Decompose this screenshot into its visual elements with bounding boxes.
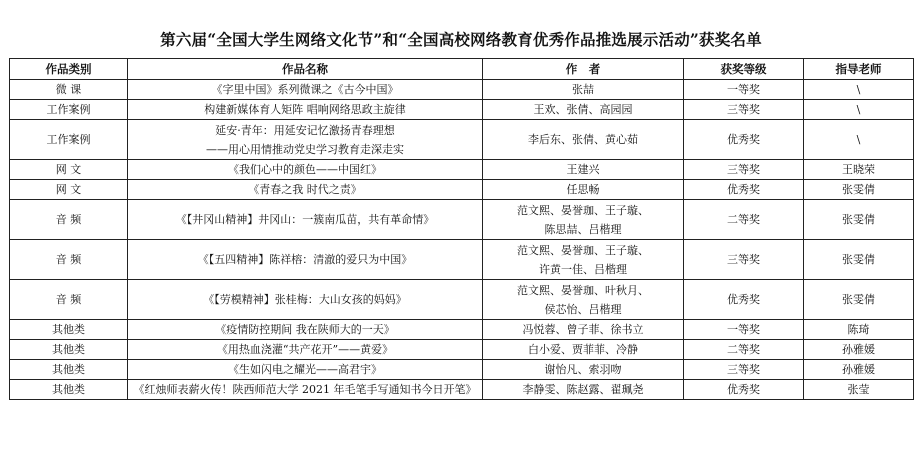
page-title: 第六届“全国大学生网络文化节”和“全国高校网络教育优秀作品推选展示活动”获奖名单 [160,30,762,49]
cell-work-title-line: ——用心用情推动党史学习教育走深走实 [206,142,404,156]
cell-author-line: 范文熙、晏誉珈、王子璇、 [517,203,649,217]
cell-author-line: 李静雯、陈赵露、翟珮尧 [522,383,644,396]
cell-advisor: 陈琦 [804,320,914,340]
cell-author [483,80,684,100]
cell-work-title-line: 《红烛师表薪火传！陕西师范大学 2021 年毛笔手写通知书今日开笔》 [133,383,477,396]
cell-author-line: 范文熙、晏誉珈、王子璇、 [517,243,649,257]
cell-author [483,340,684,360]
cell-category: 网 文 [10,180,128,200]
table-row [10,80,914,100]
cell-award-level: 优秀奖 [684,280,804,320]
cell-category: 工作案例 [10,120,128,160]
cell-work-title [128,80,483,100]
cell-advisor: 张莹 [804,380,914,400]
cell-work-title [128,320,483,340]
table-row [10,320,914,340]
cell-work-title-line: 《青春之我 时代之责》 [248,183,362,196]
cell-work-title [128,240,483,280]
cell-author [483,380,684,400]
table-row [10,100,914,120]
cell-award-level: 三等奖 [684,100,804,120]
table-row [10,340,914,360]
cell-author-line: 侯芯怡、吕楷理 [544,302,622,316]
table-row [10,280,914,320]
cell-work-title-line: 《【劳模精神】张桂梅：大山女孩的妈妈》 [203,293,407,306]
cell-category: 网 文 [10,160,128,180]
cell-work-title [128,340,483,360]
cell-author-line: 李后东、张倩、黄心茹 [528,133,638,146]
cell-advisor: \ [804,100,914,120]
cell-award-level: 三等奖 [684,360,804,380]
cell-author-line: 张喆 [572,83,594,96]
award-list-table [9,58,914,400]
header-author: 作 者 [483,59,684,80]
table-row [10,200,914,240]
table-row [10,180,914,200]
header-award-level: 获奖等级 [684,59,804,80]
cell-author-line: 王建兴 [566,163,600,176]
cell-author [483,360,684,380]
cell-award-level: 一等奖 [684,320,804,340]
cell-award-level: 优秀奖 [684,180,804,200]
cell-work-title-line: 《我们心中的颜色——中国红》 [228,163,382,176]
cell-author [483,240,684,280]
cell-author [483,160,684,180]
table-row [10,360,914,380]
cell-author-line: 许黄一佳、吕楷理 [539,262,627,276]
cell-author [483,180,684,200]
cell-work-title-line: 《用热血浇灌“共产花开”——黄爱》 [216,343,394,356]
cell-author-line: 谢怡凡、索羽吻 [544,363,622,376]
cell-award-level: 优秀奖 [684,380,804,400]
cell-award-level: 三等奖 [684,240,804,280]
cell-work-title-line: 《【井冈山精神】井冈山：一簇南瓜苗，共有革命情》 [175,213,435,226]
cell-advisor: 张雯倩 [804,180,914,200]
header-advisor: 指导老师 [804,59,914,80]
table-row [10,120,914,160]
cell-work-title [128,120,483,160]
cell-author-line: 任思畅 [566,183,600,196]
cell-award-level: 一等奖 [684,80,804,100]
cell-work-title [128,160,483,180]
table-header-row [10,59,914,80]
cell-award-level: 优秀奖 [684,120,804,160]
cell-work-title [128,100,483,120]
cell-work-title-line: 《疫情防控期间 我在陕师大的一天》 [215,323,395,336]
cell-author [483,100,684,120]
cell-category: 音 频 [10,200,128,240]
table-body [10,80,914,400]
cell-work-title-line: 《【五四精神】陈祥榕：清澈的爱只为中国》 [197,253,413,266]
cell-category: 其他类 [10,340,128,360]
table-row [10,160,914,180]
cell-category: 音 频 [10,240,128,280]
cell-work-title-line: 延安·青年：用延安记忆激扬青春理想 [215,123,395,137]
cell-author-line: 陈思喆、吕楷理 [544,222,622,236]
cell-author-line: 范文熙、晏誉珈、叶秋月、 [517,283,649,297]
cell-advisor: 王晓荣 [804,160,914,180]
cell-category: 其他类 [10,360,128,380]
cell-advisor: \ [804,80,914,100]
header-category: 作品类别 [10,59,128,80]
cell-author-line: 王欢、张倩、高园园 [533,103,633,116]
cell-work-title [128,200,483,240]
cell-award-level: 三等奖 [684,160,804,180]
cell-work-title-line: 构建新媒体育人矩阵 唱响网络思政主旋律 [204,103,406,116]
cell-category: 音 频 [10,280,128,320]
cell-author [483,120,684,160]
cell-advisor: \ [804,120,914,160]
cell-category: 微 课 [10,80,128,100]
cell-work-title [128,380,483,400]
cell-category: 工作案例 [10,100,128,120]
cell-work-title-line: 《生如闪电之耀光——高君宇》 [228,363,382,376]
cell-advisor: 张雯倩 [804,240,914,280]
cell-advisor: 孙雅媛 [804,340,914,360]
cell-category: 其他类 [10,320,128,340]
table-row [10,240,914,280]
cell-author [483,200,684,240]
cell-work-title-line: 《字里中国》系列微课之《古今中国》 [211,83,399,96]
cell-award-level: 二等奖 [684,340,804,360]
cell-work-title [128,360,483,380]
cell-author-line: 白小爱、贾菲菲、冷静 [528,343,638,356]
cell-category: 其他类 [10,380,128,400]
table-row [10,380,914,400]
cell-work-title [128,180,483,200]
cell-author [483,320,684,340]
cell-award-level: 二等奖 [684,200,804,240]
cell-author [483,280,684,320]
cell-advisor: 张雯倩 [804,280,914,320]
cell-author-line: 冯悦蓉、曾子菲、徐书立 [522,323,644,336]
cell-advisor: 张雯倩 [804,200,914,240]
cell-work-title [128,280,483,320]
header-work-title: 作品名称 [128,59,483,80]
cell-advisor: 孙雅媛 [804,360,914,380]
